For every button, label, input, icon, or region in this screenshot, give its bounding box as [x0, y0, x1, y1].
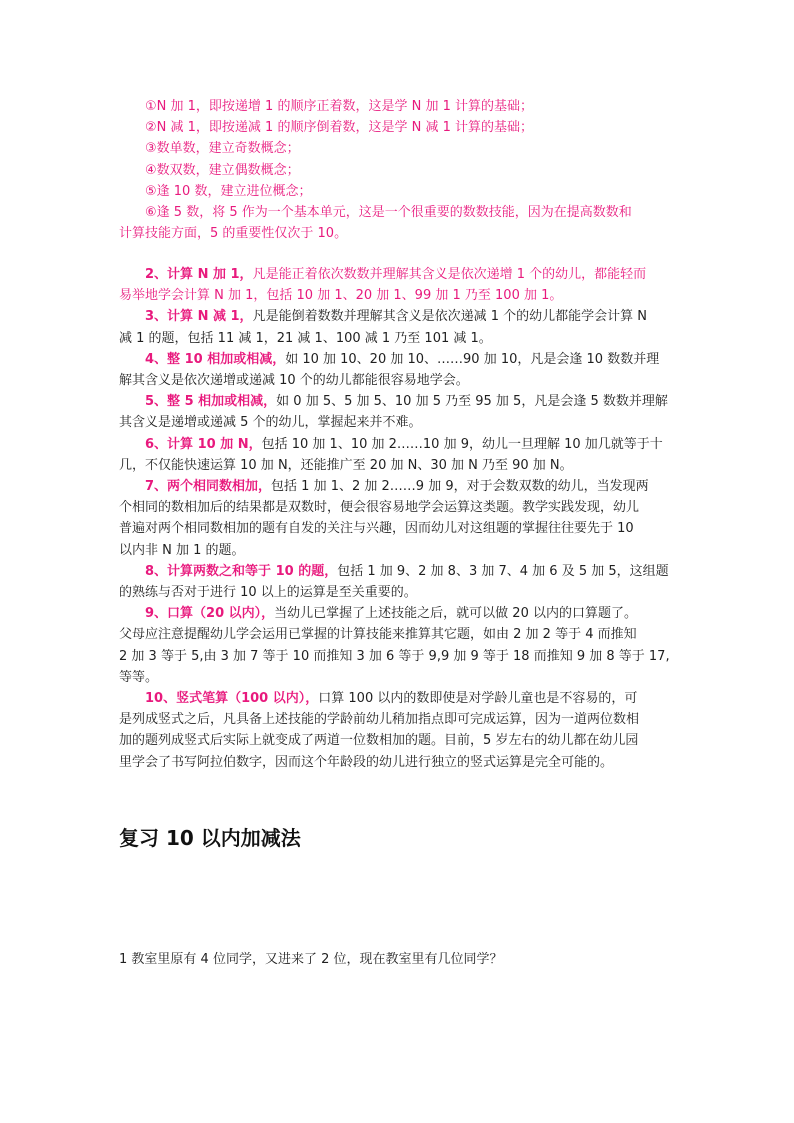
skill-paragraph [119, 561, 679, 582]
skill-text: 如 0 加 5、5 加 5、10 加 5 乃至 95 加 5，凡是会逢 5 数数并理解 [276, 394, 668, 410]
list-item: ①N 加 1，即按递增 1 的顺序正着数，这是学 N 加 1 计算的基础； [145, 99, 533, 114]
skill-text: 凡是能正着依次数数并理解其含义是依次递增 1 个的幼儿，都能轻而 [252, 267, 647, 282]
skill-text: 包括 10 加 1、10 加 2……10 加 9，幼儿一旦理解 10 加几就等于十 [261, 436, 663, 452]
skill-text: 口算 100 以内的数即使是对学龄儿童也是不容易的，可 [318, 691, 638, 707]
skill-text: 如 10 加 10、20 加 10、……90 加 10，凡是会逢 10 数数并理 [285, 351, 660, 367]
skill-paragraph [119, 688, 679, 709]
skill-text: 凡是能倒着数数并理解其含义是依次递减 1 个的幼儿都能学会计算 N [252, 309, 647, 325]
skill-text-line: 加的题列成竖式后实际上就变成了两道一位数相加的题。目前，5 岁左右的幼儿都在幼儿园 [119, 733, 639, 749]
skill-text: 包括 1 加 9、2 加 8、3 加 7、4 加 6 及 5 加 5，这组题 [337, 563, 669, 579]
skill-text-line: 减 1 的题，包括 11 减 1，21 减 1、100 减 1 乃至 101 减 1。 [119, 330, 492, 346]
skill-text-line: 里学会了书写阿拉伯数字，因而这个年龄段的幼儿进行独立的竖式运算是完全可能的。 [119, 754, 614, 770]
skill-text-line: 普遍对两个相同数相加的题有自发的关注与兴趣，因而幼儿对这组题的掌握往往要先于 10 [119, 521, 634, 537]
exercise-question: 1 教室里原有 4 位同学，又进来了 2 位，现在教室里有几位同学？ [119, 952, 503, 967]
skill-text-line: 是列成竖式之后，凡具备上述技能的学龄前幼儿稍加指点即可完成运算，因为一道两位数相 [119, 712, 640, 728]
skill-paragraph [119, 391, 679, 412]
list-item: ④数双数，建立偶数概念； [145, 162, 300, 178]
skill-text-line: 几，不仅能快速运算 10 加 N，还能推广至 20 加 N、30 加 N 乃至 90 加 N。 [119, 457, 573, 473]
list-item: ⑤逢 10 数，建立进位概念； [145, 183, 312, 199]
skills-section [119, 264, 679, 773]
skill-paragraph [119, 264, 679, 285]
skill-text-line: 2 加 3 等于 5,由 3 加 7 等于 10 而推知 3 加 6 等于 9,9 加 9 等于 18 而推知 9 加 8 等于 17, [119, 648, 670, 664]
skill-title: 7、两个相同数相加， [145, 479, 272, 495]
skill-title: 6、计算 10 加 N， [145, 436, 262, 452]
skill-title: 2、计算 N 加 1， [145, 267, 253, 282]
skill-text-line: 解其含义是依次递增或递减 10 个的幼儿都能很容易地学会。 [119, 373, 469, 389]
skill-paragraph [119, 434, 679, 455]
section-heading: 复习 10 以内加减法 [119, 826, 301, 850]
skill-text-line: 个相同的数相加后的结果都是双数时，便会很容易地学会运算这类题。教学实践发现，幼儿 [119, 500, 640, 516]
skill-text-line: 其含义是递增或递减 5 个的幼儿，掌握起来并不难。 [119, 415, 422, 431]
skill-text-line: 易举地学会计算 N 加 1，包括 10 加 1、20 加 1、99 加 1 乃至 100 加 1。 [119, 288, 563, 304]
skill-text-line: 以内非 N 加 1 的题。 [119, 542, 245, 558]
skill-text: 当幼儿已掌握了上述技能之后，就可以做 20 以内的口算题了。 [274, 606, 637, 622]
skill-text: 包括 1 加 1、2 加 2……9 加 9，对于会数双数的幼儿，当发现两 [271, 479, 649, 495]
skill-title: 9、口算（20 以内）， [145, 606, 275, 622]
skill-paragraph [119, 476, 679, 497]
skill-title: 5、整 5 相加或相减， [145, 394, 277, 410]
skill-title: 4、整 10 相加或相减， [145, 351, 286, 367]
skill-title: 3、计算 N 减 1， [145, 309, 253, 325]
skill-text-line: 的熟练与否对于进行 10 以上的运算是至关重要的。 [119, 585, 417, 601]
skill-paragraph [119, 306, 679, 327]
list-item: ⑥逢 5 数，将 5 作为一个基本单元，这是一个很重要的数数技能，因为在提高数数和 [145, 205, 632, 221]
skill-title: 10、竖式笔算（100 以内）， [145, 691, 319, 707]
skill-title: 8、计算两数之和等于 10 的题， [145, 563, 338, 579]
skill-text-line: 父母应注意提醒幼儿学会运用已掌握的计算技能来推算其它题，如由 2 加 2 等于 4 而推知 [119, 627, 637, 643]
skill-paragraph [119, 603, 679, 624]
skill-text-line: 等等。 [119, 669, 159, 685]
counting-skills-list [119, 96, 679, 244]
list-item-continuation: 计算技能方面，5 的重要性仅次于 10。 [119, 226, 348, 242]
skill-paragraph [119, 349, 679, 370]
list-item: ②N 减 1，即按递减 1 的顺序倒着数，这是学 N 减 1 计算的基础； [145, 120, 533, 136]
list-item: ③数单数，建立奇数概念； [145, 141, 300, 157]
